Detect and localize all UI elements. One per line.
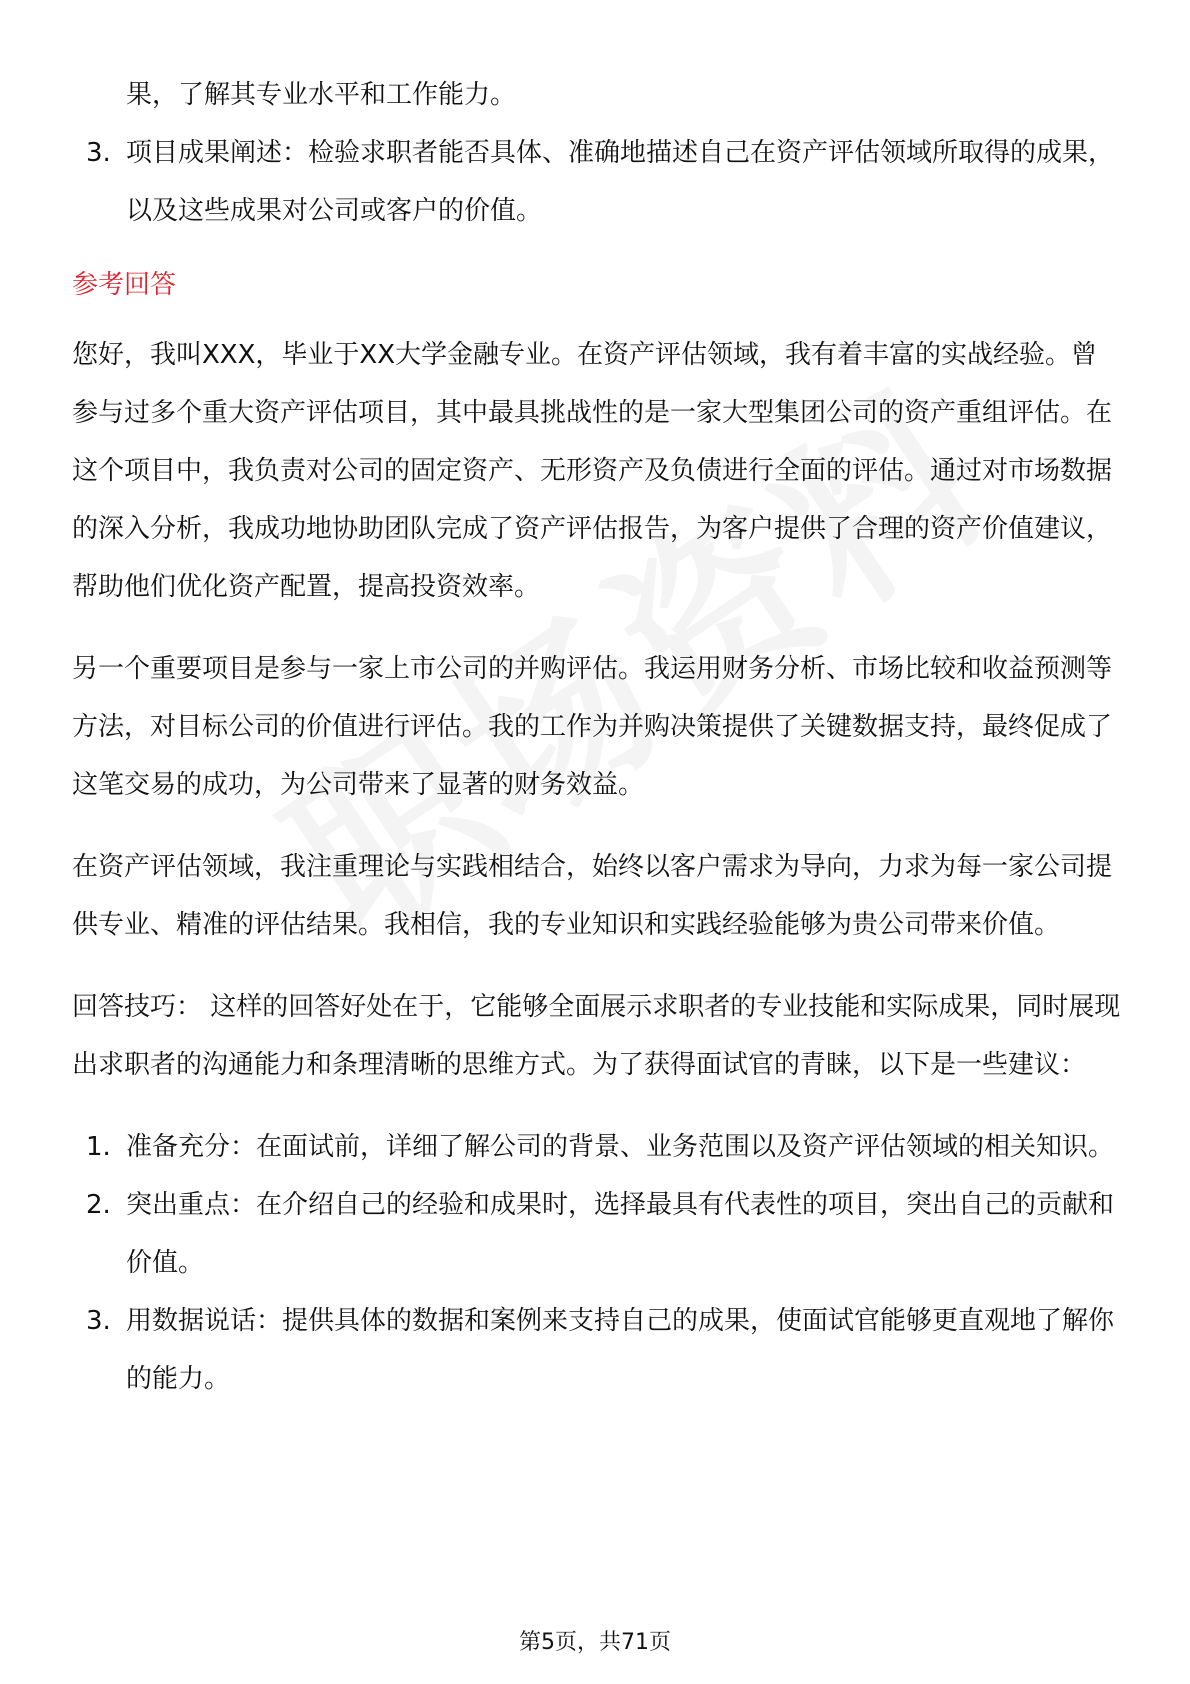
list-item-text: 项目成果阐述：检验求职者能否具体、准确地描述自己在资产评估领域所取得的成果，以及这些成果对公司或客户的价值。	[126, 138, 1115, 226]
page-footer: 第5页，共71页	[519, 1630, 671, 1655]
list-item-text: 用数据说话：提供具体的数据和案例来支持自己的成果，使面试官能够更直观地了解你的能力。	[126, 1306, 1115, 1394]
answer-paragraph: 在资产评估领域，我注重理论与实践相结合，始终以客户需求为导向，力求为每一家公司提供专业、精准的评估结果。我相信，我的专业知识和实践经验能够为贵公司带来价值。	[72, 852, 1113, 940]
section-heading-reference-answer: 参考回答	[72, 270, 177, 300]
answer-tips-paragraph: 回答技巧： 这样的回答好处在于，它能够全面展示求职者的专业技能和实际成果，同时展现出求职者的沟通能力和条理清晰的思维方式。为了获得面试官的青睐，以下是一些建议：	[72, 992, 1121, 1080]
list-number: 3.	[86, 1306, 111, 1336]
tip-item	[72, 1292, 1122, 1408]
answer-paragraph: 您好，我叫XXX，毕业于XX大学金融专业。在资产评估领域，我有着丰富的实战经验。曾参与过多个重大资产评估项目，其中最具挑战性的是一家大型集团公司的资产重组评估。在这个项目中，我负责对公司的固定资产、无形资产及负债进行全面的评估。通过对市场数据的深入分析，我成功地协助团队完成了资产评估报告，为客户提供了合理的资产价值建议，帮助他们优化资产配置，提高投资效率。	[72, 340, 1113, 602]
list-number: 1.	[86, 1132, 111, 1162]
answer-paragraph: 另一个重要项目是参与一家上市公司的并购评估。我运用财务分析、市场比较和收益预测等方法，对目标公司的价值进行评估。我的工作为并购决策提供了关键数据支持，最终促成了这笔交易的成功，为公司带来了显著的财务效益。	[72, 654, 1113, 800]
tip-item	[72, 1176, 1122, 1292]
list-number: 3.	[86, 138, 111, 168]
criteria-list	[72, 124, 1122, 240]
list-item-text: 准备充分：在面试前，详细了解公司的背景、业务范围以及资产评估领域的相关知识。	[126, 1132, 1115, 1162]
tip-item	[72, 1118, 1122, 1176]
page-content	[72, 66, 1122, 1408]
criteria-item-3	[72, 124, 1122, 240]
list-number: 2.	[86, 1190, 111, 1220]
continued-list-text: 果，了解其专业水平和工作能力。	[126, 80, 517, 110]
list-item-text: 突出重点：在介绍自己的经验和成果时，选择最具有代表性的项目，突出自己的贡献和价值。	[126, 1190, 1115, 1278]
tips-list	[72, 1118, 1122, 1408]
